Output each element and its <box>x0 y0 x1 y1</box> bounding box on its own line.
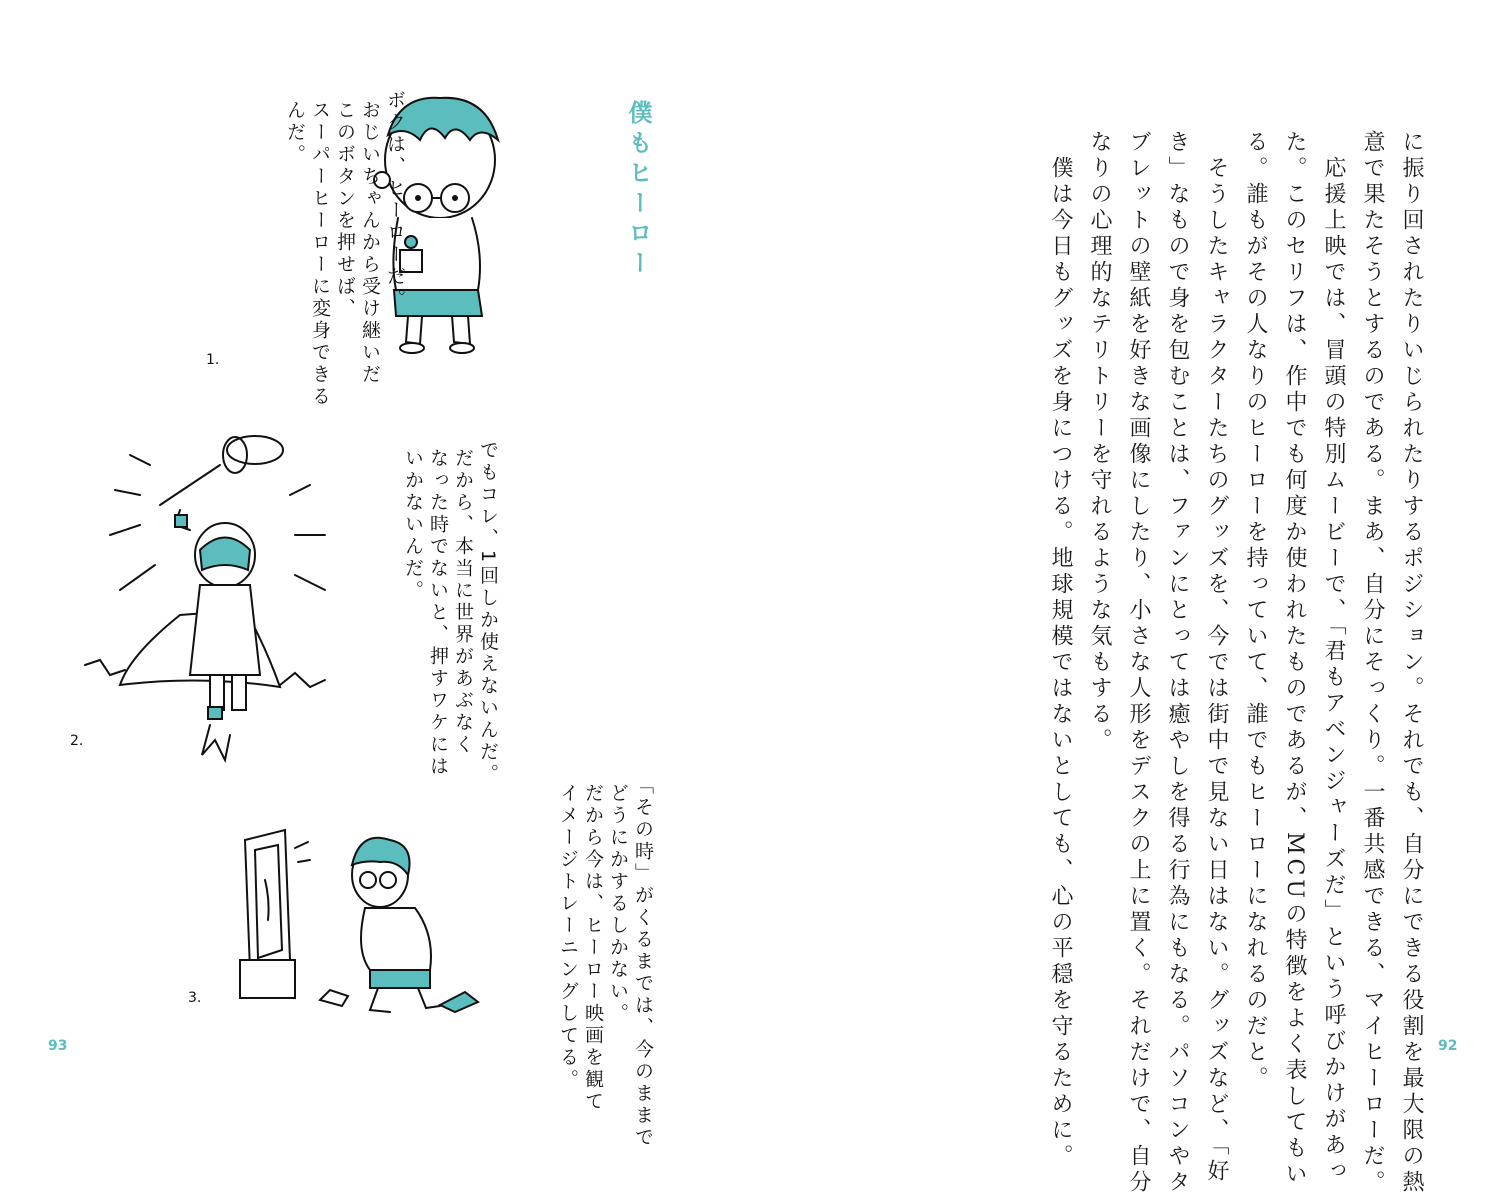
panel-1-line: んだ。 <box>284 100 306 166</box>
body-line: 意で果たそうとするのである。まあ、自分にそっくり。一番共感できる、マイヒーローだ。 <box>1360 130 1385 1196</box>
panel-2-line: でもコレ、1回しか使えないんだ。 <box>477 440 499 786</box>
panel-1-line: このボタンを押せば、 <box>334 100 356 320</box>
panel-2-line: だから、本当に世界があぶなく <box>452 448 474 756</box>
panel-2-illustration <box>80 425 340 765</box>
panel-2-number: 2. <box>70 733 84 749</box>
page-number-left: 93 <box>48 1038 68 1054</box>
panel-2-text <box>350 440 550 786</box>
section-title: 僕もヒーロー <box>624 100 652 280</box>
panel-3-illustration <box>230 820 500 1020</box>
panel-3-line: どうにかするしかない。 <box>607 783 629 1025</box>
panel-1-number: 1. <box>206 352 220 368</box>
body-line: なりの心理的なテリトリーを守れるような気もする。 <box>1087 130 1112 754</box>
page-number-right: 92 <box>1438 1038 1458 1054</box>
panel-3-line: だから今は、ヒーロー映画を観て <box>582 783 604 1113</box>
body-line: き」なもので身を包むことは、ファンにとっては癒やしを得る行為にもなる。パソコンやタ <box>1165 130 1190 1196</box>
body-line: に振り回されたりいじられたりするポジション。それでも、自分にできる役割を最大限の熱 <box>1399 130 1424 1196</box>
panel-3-line: 「その時」がくるまでは、今のままで <box>632 775 654 1149</box>
body-line: そうしたキャラクターたちのグッズを、今では街中で見ない日はない。グッズなど、「好 <box>1204 130 1229 1185</box>
body-line: 僕は今日もグッズを身につける。地球規模ではないとしても、心の平穏を守るために。 <box>1048 130 1073 1170</box>
body-line: ブレットの壁紙を好きな画像にしたり、小さな人形をデスクの上に置く。それだけで、自分 <box>1126 130 1151 1196</box>
panel-1-text <box>232 90 497 408</box>
panel-2-line: なった時でないと、押すワケには <box>427 448 449 778</box>
body-line: る。誰もがその人なりのヒーローを持っていて、誰でもヒーローになれるのだと。 <box>1243 130 1268 1092</box>
panel-1-line: スーパーヒーローに変身できる <box>309 100 331 408</box>
panel-1-line: ボクは、ヒーローだ。 <box>384 90 406 310</box>
right-page <box>756 0 1512 1196</box>
panel-3-line: イメージトレーニングしてる。 <box>557 783 579 1091</box>
panel-2-line: いかないんだ。 <box>402 448 424 602</box>
panel-3-number: 3. <box>188 990 202 1006</box>
panel-1-line: おじいちゃんから受け継いだ <box>359 100 381 386</box>
panel-3-text <box>505 775 705 1149</box>
body-line: 応援上映では、冒頭の特別ムービーで、「君もアベンジャーズだ」という呼びかけがあっ <box>1321 130 1346 1185</box>
body-line: た。このセリフは、作中でも何度か使われたものであるが、MCUの特徴をよく表してもい <box>1282 130 1307 1188</box>
left-page <box>0 0 756 1149</box>
